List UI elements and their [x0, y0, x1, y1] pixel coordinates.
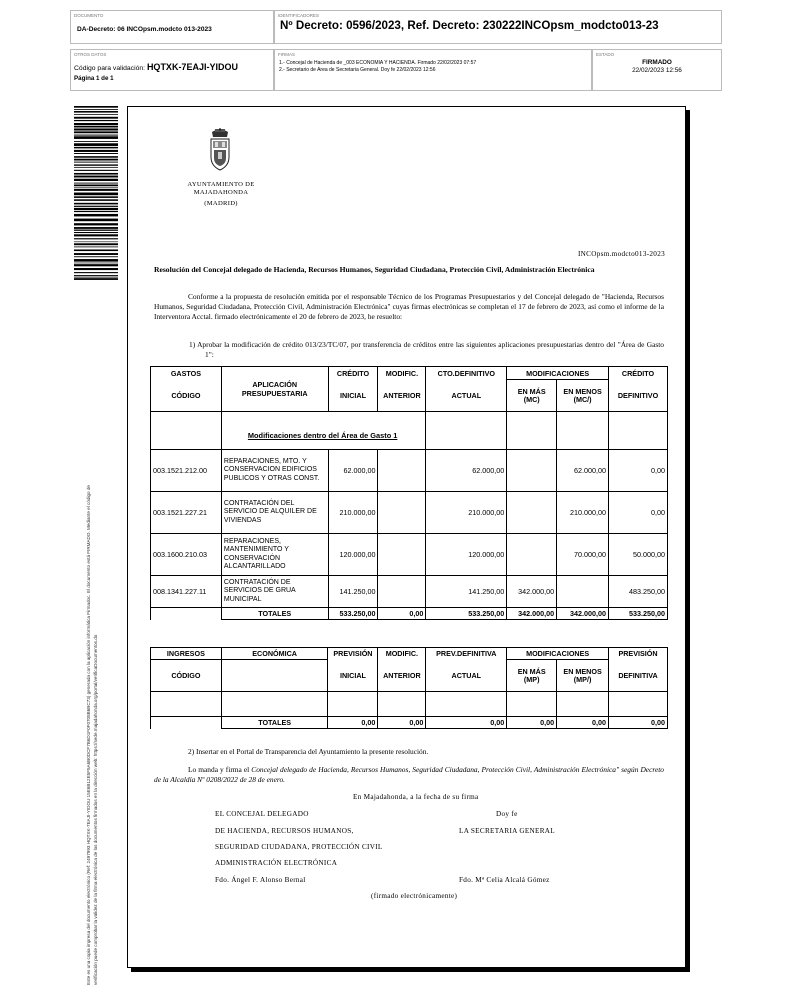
barcode-bar: [74, 173, 118, 175]
barcode-bar: [74, 183, 118, 184]
barcode-bar: [74, 214, 118, 216]
gastos-total-inicial: 533.250,00: [328, 608, 378, 620]
section-cell: [221, 412, 426, 450]
barcode-bar: [74, 143, 118, 146]
codigo-label: Código para validación:: [74, 65, 146, 72]
h-enmenos-ing: EN MENOS (MP/): [557, 660, 609, 692]
barcode-bar: [74, 230, 118, 231]
h-modific: MODIFIC.: [378, 367, 426, 380]
barcode-bar: [74, 184, 118, 186]
h-economica: ECONÓMICA: [221, 648, 328, 660]
row-definitivo: 50.000,00: [609, 534, 668, 576]
row-definitivo: 483.250,00: [609, 576, 668, 608]
h-modificaciones: MODIFICACIONES: [507, 367, 609, 380]
row-aplicacion: CONTRATACIÓN DE SERVICIOS DE GRUA MUNICIPAL: [221, 576, 328, 608]
row-enmas: 342.000,00: [507, 576, 557, 608]
row-inicial: 120.000,00: [328, 534, 378, 576]
manda-italic: Concejal delegado de Hacienda, Recursos Humanos, Seguridad Ciudadana, Protección Civil, Administración Electrónica" según Decreto de la Alcaldía Nº 0208/2022 de 28 de enero.: [154, 765, 664, 785]
barcode-bar: [74, 189, 118, 191]
row-enmas: [507, 450, 557, 492]
identificadores-value: Nº Decreto: 0596/2023, Ref. Decreto: 230222INCOpsm_modcto013-23: [280, 19, 659, 32]
ingresos-total-anterior: 0,00: [378, 717, 426, 729]
sign-right-1: Doy fe: [496, 810, 518, 818]
letterhead-line2: MAJADAHONDA: [193, 189, 249, 197]
row-anterior: [378, 450, 426, 492]
row-enmenos: 210.000,00: [557, 492, 609, 534]
document-reference: INCOpsm.modcto013-2023: [577, 250, 665, 258]
h-cto: CTO.DEFINITIVO: [426, 367, 507, 380]
ingresos-table: [150, 647, 668, 729]
barcode-bar: [74, 278, 118, 280]
letterhead-line3: (MADRID): [204, 200, 238, 208]
barcode-bar: [74, 203, 118, 205]
barcode-bar: [74, 123, 118, 125]
row-actual: 210.000,00: [426, 492, 507, 534]
manda-prefix: Lo manda y firma el: [188, 765, 252, 774]
row-inicial: 210.000,00: [328, 492, 378, 534]
barcode-bar: [74, 128, 118, 130]
letterhead: [175, 181, 267, 209]
h-codigo: CÓDIGO: [151, 380, 222, 412]
row-enmas: [507, 492, 557, 534]
header-estado-box: [592, 49, 722, 91]
barcode-bar: [74, 277, 118, 278]
barcode-bar: [74, 170, 118, 171]
barcode-bar: [74, 135, 118, 136]
sign-right-3: Fdo. Mª Celia Alcalá Gómez: [459, 876, 550, 884]
resolution-title: Resolución del Concejal delegado de Hacienda, Recursos Humanos, Seguridad Ciudadana, Protección Civil, Administración Electrónica: [154, 265, 595, 274]
barcode-bar: [74, 120, 118, 121]
h-enmenos: EN MENOS (MC/): [557, 380, 609, 412]
row-aplicacion: REPARACIONES, MTO. Y CONSERVACION EDIFICIOS PUBLICOS Y OTRAS CONST.: [221, 450, 328, 492]
barcode-bar: [74, 164, 118, 165]
gastos-total-actual: 533.250,00: [426, 608, 507, 620]
side-verification-text-1: Este es una copia impresa del documento electrónico (Ref: 2497993 HQTXK-7EAJI-YIDOU 15E6B12E5F5A6B0DCF7B6D1F0F0708B6BC73) generada con la aplicación informática Firmadoc. El documento está FIRMADO. Mediante el código de: [86, 485, 91, 985]
row-aplicacion: REPARACIONES, MANTENIMIENTO Y CONSERVACIÓN ALCANTARILLADO: [221, 534, 328, 576]
barcode-bar: [74, 259, 118, 262]
barcode-bar: [74, 268, 118, 270]
estado-label: ESTADO: [596, 52, 615, 57]
barcode-bar: [74, 167, 118, 168]
barcode-bar: [74, 131, 118, 133]
barcode-bar: [74, 234, 118, 236]
row-definitivo: 0,00: [609, 450, 668, 492]
h-inicial: INICIAL: [328, 380, 378, 412]
barcode-bar: [74, 275, 118, 276]
barcode-bar: [74, 272, 118, 273]
h-anterior: ANTERIOR: [378, 380, 426, 412]
row-enmenos: 70.000,00: [557, 534, 609, 576]
otros-label: OTROS DATOS: [74, 52, 107, 57]
gastos-total-definitivo: 533.250,00: [609, 608, 668, 620]
barcode: [74, 106, 118, 280]
row-actual: 120.000,00: [426, 534, 507, 576]
barcode-bar: [74, 193, 118, 196]
ingresos-totals-label: TOTALES: [221, 717, 328, 729]
codigo-value: HQTXK-7EAJI-YIDOU: [146, 62, 238, 72]
estado-value: FIRMADO: [642, 59, 672, 66]
barcode-bar: [74, 253, 118, 255]
h-modific-ing: MODIFIC.: [378, 648, 426, 660]
row-codigo: 003.1521.212.00: [151, 450, 222, 492]
side-verification-text-2: verificación puede comprobar la validez de la firma electrónica de los documentos firmados en la dirección web: https://sede.majadahonda.org/portal/verificaDocumentos.do: [93, 634, 98, 985]
header-otros-box: [70, 49, 274, 91]
gastos-totals-label: TOTALES: [221, 608, 328, 620]
barcode-bar: [74, 141, 118, 142]
h-enmas-ing: EN MÁS (MP): [507, 660, 557, 692]
row-aplicacion: CONTRATACIÓN DEL SERVICIO DE ALQUILER DE VIVIENDAS: [221, 492, 328, 534]
sign-right-2: LA SECRETARIA GENERAL: [459, 827, 555, 835]
row-actual: 141.250,00: [426, 576, 507, 608]
barcode-bar: [74, 208, 118, 210]
pagina: Página 1 de 1: [74, 75, 114, 82]
h-gastos: GASTOS: [151, 367, 222, 380]
row-enmenos: [557, 576, 609, 608]
h-definitivo: DEFINITIVO: [609, 380, 668, 412]
row-enmenos: 62.000,00: [557, 450, 609, 492]
ingresos-total-enmenos: 0,00: [557, 717, 609, 729]
item-1: 1) Aprobar la modificación de crédito 013/23/TC/07, por transferencia de créditos entre las siguientes aplicaciones presupuestarias dentro del "Área de Gasto 1":: [189, 340, 664, 360]
h-anterior-ing: ANTERIOR: [378, 660, 426, 692]
barcode-bar: [74, 206, 118, 207]
sign-left-1: EL CONCEJAL DELEGADO: [215, 810, 309, 818]
row-inicial: 141.250,00: [328, 576, 378, 608]
barcode-bar: [74, 232, 118, 233]
gastos-row: [151, 450, 668, 492]
barcode-bar: [74, 159, 118, 161]
ingresos-total-actual: 0,00: [426, 717, 507, 729]
barcode-bar: [74, 242, 118, 243]
barcode-bar: [74, 187, 118, 188]
header-firmas-box: [274, 49, 592, 91]
signed-electronically: (firmado electrónicamente): [371, 892, 458, 900]
h-enmas: EN MÁS (MC): [507, 380, 557, 412]
h-prevision2: PREVISIÓN: [609, 648, 668, 660]
barcode-bar: [74, 256, 118, 257]
barcode-bar: [74, 136, 118, 139]
row-inicial: 62.000,00: [328, 450, 378, 492]
place-date: En Majadahonda, a la fecha de su firma: [353, 793, 479, 801]
gastos-total-enmenos: 342.000,00: [557, 608, 609, 620]
gastos-table: [150, 366, 668, 620]
h-actual: ACTUAL: [426, 380, 507, 412]
ingresos-total-inicial: 0,00: [328, 717, 378, 729]
h-credito2: CRÉDITO: [609, 367, 668, 380]
h-prevdef: PREV.DEFINITIVA: [426, 648, 507, 660]
barcode-bar: [74, 106, 118, 108]
row-codigo: 003.1521.227.21: [151, 492, 222, 534]
barcode-bar: [74, 227, 118, 229]
row-definitivo: 0,00: [609, 492, 668, 534]
h-credito: CRÉDITO: [328, 367, 378, 380]
row-codigo: 008.1341.227.11: [151, 576, 222, 608]
barcode-bar: [74, 114, 118, 115]
coat-of-arms-icon: [207, 128, 233, 172]
row-enmas: [507, 534, 557, 576]
barcode-bar: [74, 196, 118, 198]
barcode-bar: [74, 211, 118, 212]
firma-1: 1.- Concejal de Hacienda de _003 ECONOMIA Y HACIENDA. Firmado 22/02/2023 07:57: [279, 60, 477, 66]
barcode-bar: [74, 264, 118, 266]
barcode-bar: [74, 117, 118, 119]
barcode-bar: [74, 249, 118, 251]
codigo-line: [74, 62, 238, 72]
barcode-bar: [74, 150, 118, 152]
h-ingresos: INGRESOS: [151, 648, 222, 660]
estado-date: 22/02/2023 12:56: [632, 67, 682, 74]
firmas-label: FIRMAS: [278, 52, 296, 57]
row-codigo: 003.1600.210.03: [151, 534, 222, 576]
barcode-bar: [74, 199, 118, 201]
documento-value: DA-Decreto: 06 INCOpsm.modcto 013-2023: [77, 26, 212, 33]
barcode-bar: [74, 238, 118, 239]
gastos-row: [151, 576, 668, 608]
firma-2: 2.- Secretario de Area de Secretaria General. Doy fe 22/02/2023 12:56: [279, 67, 436, 73]
barcode-bar: [74, 246, 118, 247]
row-actual: 62.000,00: [426, 450, 507, 492]
barcode-bar: [74, 179, 118, 181]
sign-left-5: Fdo. Ángel F. Alonso Bernal: [215, 876, 306, 884]
barcode-bar: [74, 109, 118, 110]
row-anterior: [378, 576, 426, 608]
gastos-total-anterior: 0,00: [378, 608, 426, 620]
barcode-bar: [74, 176, 118, 178]
barcode-bar: [74, 126, 118, 128]
header-documento-box: [70, 10, 274, 44]
intro-paragraph: Conforme a la propuesta de resolución emitida por el responsable Técnico de los Programas Presupuestarios y del Concejal delegado de "Hacienda, Recursos Humanos, Seguridad Ciudadana, Protección Civil, Administración Electrónica" cuyas firmas electrónicas se completan el 17 de febrero de 2023, así como el informe de la Interventora Acctal. firmado electrónicamente el 20 de febrero de 2023, he resuelto:: [154, 292, 664, 322]
h-codigo-ing: CÓDIGO: [151, 660, 222, 692]
h-definitiva-ing: DEFINITIVA: [609, 660, 668, 692]
barcode-bar: [74, 223, 118, 225]
barcode-bar: [74, 219, 118, 222]
documento-label: DOCUMENTO: [74, 13, 104, 18]
header-identificadores-box: [274, 10, 722, 44]
h-modificaciones-ing: MODIFICACIONES: [507, 648, 609, 660]
ingresos-total-enmas: 0,00: [507, 717, 557, 729]
sign-left-4: ADMINISTRACIÓN ELECTRÓNICA: [215, 859, 338, 867]
barcode-bar: [74, 156, 118, 158]
gastos-row: [151, 534, 668, 576]
item-2: 2) Insertar en el Portal de Transparencia del Ayuntamiento la presente resolución.: [188, 747, 429, 756]
barcode-bar: [74, 162, 118, 163]
section-heading: Modificaciones dentro del Área de Gasto 1: [247, 431, 398, 440]
barcode-bar: [74, 243, 118, 245]
h-aplicacion: APLICACIÓN PRESUPUESTARIA: [221, 367, 328, 412]
gastos-total-enmas: 342.000,00: [507, 608, 557, 620]
ingresos-total-definitivo: 0,00: [609, 717, 668, 729]
barcode-bar: [74, 111, 118, 113]
manda-paragraph: [154, 765, 664, 785]
letterhead-line1: AYUNTAMIENTO DE: [187, 181, 255, 188]
h-actual-ing: ACTUAL: [426, 660, 507, 692]
gastos-row: [151, 492, 668, 534]
barcode-bar: [74, 147, 118, 149]
barcode-bar: [74, 153, 118, 154]
sign-left-2: DE HACIENDA, RECURSOS HUMANOS,: [215, 827, 354, 835]
sign-left-3: SEGURIDAD CIUDADANA, PROTECCIÓN CIVIL: [215, 843, 383, 851]
row-anterior: [378, 534, 426, 576]
barcode-bar: [74, 263, 118, 264]
h-prevision: PREVISIÓN: [328, 648, 378, 660]
row-anterior: [378, 492, 426, 534]
h-inicial-ing: INICIAL: [328, 660, 378, 692]
identificadores-label: IDENTIFICADORES: [278, 13, 320, 18]
